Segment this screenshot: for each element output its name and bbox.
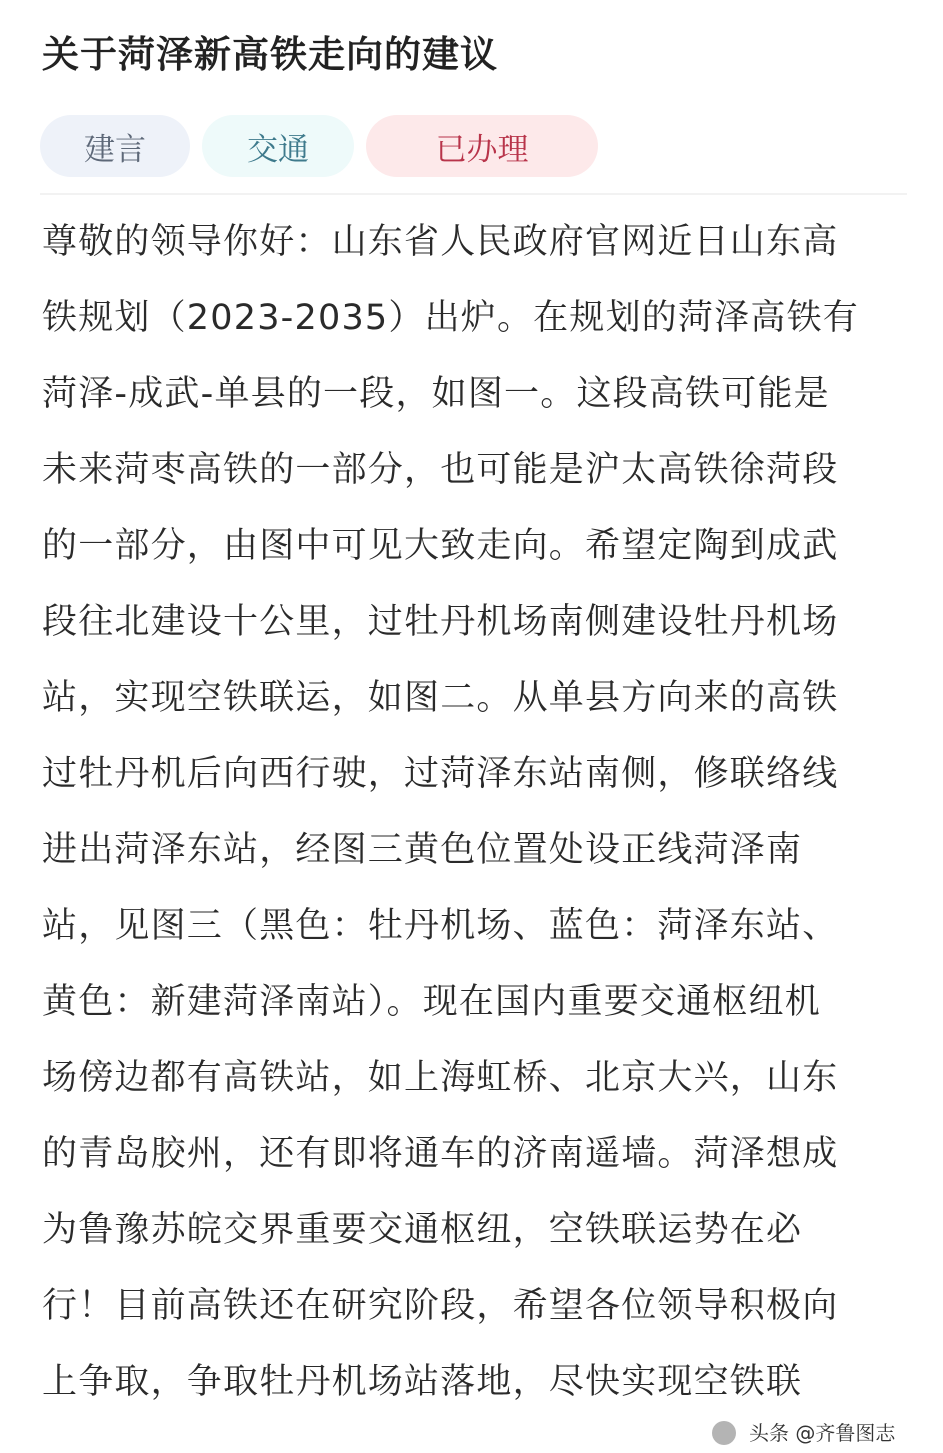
body-line: 上争取，争取牡丹机场站落地，尽快实现空铁联 — [42, 1362, 803, 1402]
body-line: 菏泽-成武-单县的一段，如图一。这段高铁可能是 — [42, 374, 830, 414]
body-line: 过牡丹机后向西行驶，过菏泽东站南侧，修联络线 — [42, 754, 839, 794]
divider — [40, 193, 907, 195]
body-line: 黄色：新建菏泽南站）。现在国内重要交通枢纽机 — [42, 982, 821, 1022]
body-line: 铁规划（2023-2035）出炉。在规划的菏泽高铁有 — [42, 298, 859, 338]
body-line: 站，见图三（黑色：牡丹机场、蓝色：菏泽东站、 — [42, 906, 839, 946]
body-line: 尊敬的领导你好：山东省人民政府官网近日山东高 — [42, 222, 839, 262]
body-line: 为鲁豫苏皖交界重要交通枢纽，空铁联运势在必 — [42, 1210, 803, 1250]
watermark: 头条 @齐鲁图志 — [745, 1420, 899, 1446]
body-line: 未来菏枣高铁的一部分，也可能是沪太高铁徐菏段 — [42, 450, 839, 490]
body-line: 段往北建设十公里，过牡丹机场南侧建设牡丹机场 — [42, 602, 839, 642]
article-body — [42, 212, 922, 1428]
body-line: 行！目前高铁还在研究阶段，希望各位领导积极向 — [42, 1286, 839, 1326]
tag-suggestion[interactable]: 建言 — [40, 115, 190, 177]
body-line: 进出菏泽东站，经图三黄色位置处设正线菏泽南 — [42, 830, 803, 870]
body-line: 场傍边都有高铁站，如上海虹桥、北京大兴，山东 — [42, 1058, 839, 1098]
watermark-logo-icon — [712, 1421, 736, 1445]
tag-transport[interactable]: 交通 — [202, 115, 354, 177]
status-badge: 已办理 — [366, 115, 598, 177]
page-title: 关于菏泽新高铁走向的建议 — [42, 33, 498, 76]
tag-list — [40, 115, 598, 177]
body-line: 的青岛胶州，还有即将通车的济南遥墙。菏泽想成 — [42, 1134, 839, 1174]
body-line: 站，实现空铁联运，如图二。从单县方向来的高铁 — [42, 678, 839, 718]
body-line: 的一部分，由图中可见大致走向。希望定陶到成武 — [42, 526, 839, 566]
